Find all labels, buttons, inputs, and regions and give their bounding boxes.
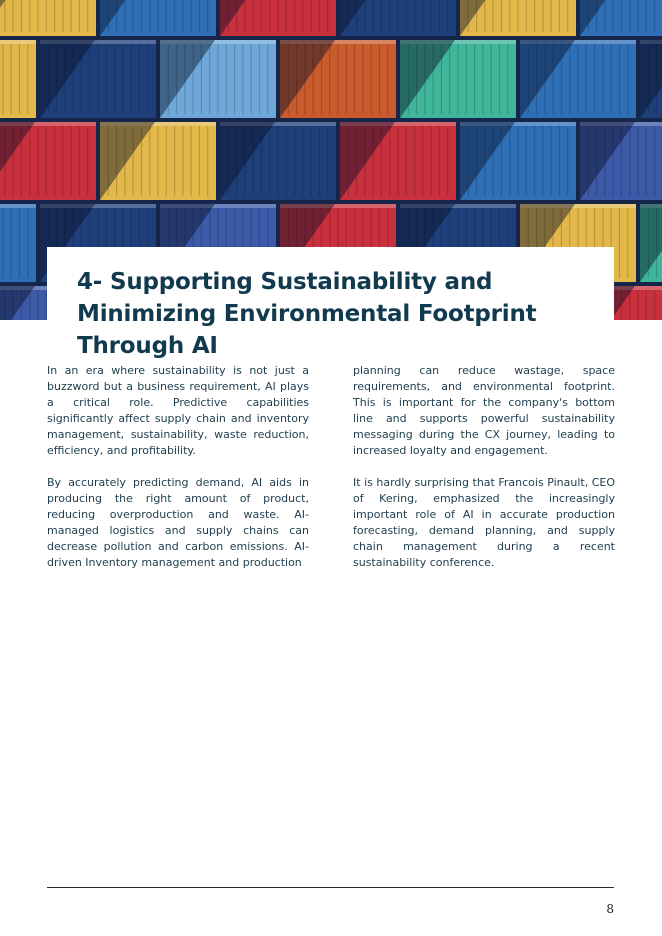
container-block — [100, 0, 216, 36]
container-block — [640, 204, 662, 282]
title-box — [47, 247, 614, 359]
container-block — [40, 40, 156, 118]
container-block — [340, 0, 456, 36]
container-block — [280, 40, 396, 118]
container-block — [460, 0, 576, 36]
paragraph: planning can reduce wastage, space requirements, and environmental footprint. This is important for the company's bottom line and supports powerful sustainability messaging during the CX journey, leading to increased loyalty and engagement. — [353, 364, 615, 457]
paragraph: In an era where sustainability is not just a buzzword but a business requirement, AI plays a critical role. Predictive capabilities significantly affect supply chain and inventory management, sustainability, waste reduction, efficiency, and profitability. — [47, 364, 309, 457]
paragraph: By accurately predicting demand, AI aids in producing the right amount of product, reducing overproduction and waste. AI-managed logistics and supply chains can decrease pollution and carbon emissions. AI-driven Inventory management and production — [47, 476, 309, 569]
container-block — [400, 40, 516, 118]
container-block — [0, 204, 36, 282]
container-block — [0, 0, 96, 36]
container-block — [0, 122, 96, 200]
container-block — [580, 0, 662, 36]
right-column — [353, 363, 615, 587]
container-block — [340, 122, 456, 200]
paragraph: It is hardly surprising that Francois Pinault, CEO of Kering, emphasized the increasingly important role of AI in accurate production forecasting, demand planning, and supply chain management during a recent sustainability conference. — [353, 476, 615, 569]
left-column — [47, 363, 309, 587]
container-block — [100, 122, 216, 200]
container-block — [640, 40, 662, 118]
container-block — [0, 40, 36, 118]
container-block — [520, 40, 636, 118]
container-block — [580, 122, 662, 200]
page-number: 8 — [606, 902, 614, 916]
container-block — [220, 0, 336, 36]
footer-rule — [47, 887, 614, 888]
container-block — [220, 122, 336, 200]
container-block — [160, 40, 276, 118]
container-block — [460, 122, 576, 200]
section-title: 4- Supporting Sustainability and Minimizing Environmental Footprint Through AI — [77, 269, 537, 359]
